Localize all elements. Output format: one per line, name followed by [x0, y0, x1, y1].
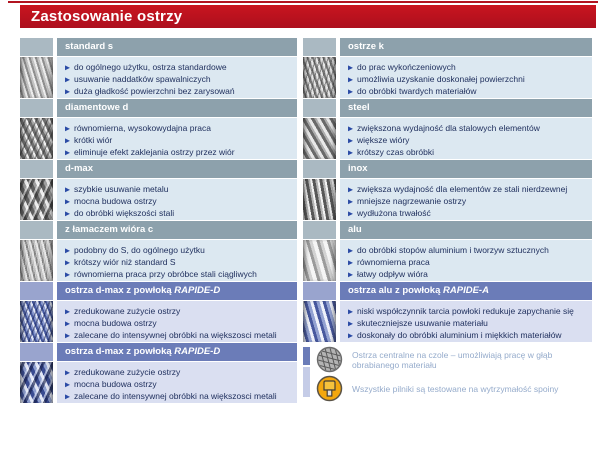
row-header-label: ostrze k: [348, 41, 384, 52]
bullet-text: eliminuje efekt zaklejania ostrzy przez wiór: [74, 147, 235, 158]
notes-accent-strip-dark: [303, 347, 310, 365]
bullet-text: zredukowane zużycie ostrzy: [74, 306, 181, 316]
bullet-item: [348, 207, 588, 219]
bullet-text: niski współczynnik tarcia powłoki redukuje zapychanie się: [357, 306, 574, 316]
header-stub-cell: [20, 160, 53, 178]
top-red-divider: [8, 1, 598, 3]
bullet-text: łatwy odpływ wióra: [357, 269, 428, 280]
note-text: Ostrza centralne na czole – umożliwiają pracę w głąb obrabianego materiału: [352, 349, 553, 370]
bullet-item: [348, 122, 588, 134]
bullet-text: zredukowane zużycie ostrzy: [74, 367, 181, 377]
bullet-text: równomierna praca przy obróbce stali ciągliwych: [74, 269, 257, 280]
bullet-item: [65, 183, 293, 195]
content-row: [303, 301, 592, 342]
row-header-label: diamentowe d: [65, 102, 129, 113]
burr-image-rapide-d-diamond: [20, 362, 53, 403]
bullet-arrow-icon: [65, 270, 70, 282]
bullet-arrow-icon: [65, 319, 70, 331]
burr-image-rapide-d: [20, 301, 53, 342]
bullet-item: [348, 183, 588, 195]
bullet-list: [57, 301, 297, 342]
bullet-item: [65, 317, 293, 329]
bullet-arrow-icon: [348, 307, 353, 319]
header-stub-cell: [303, 221, 336, 239]
bullet-list: [340, 240, 592, 281]
header-row: [303, 221, 592, 239]
bullet-text: do obróbki większości stali: [74, 208, 175, 219]
bullet-item: [348, 146, 588, 158]
bullet-arrow-icon: [65, 197, 70, 209]
bullet-text: większe wióry: [357, 135, 410, 146]
bullet-text: mocna budowa ostrzy: [74, 318, 157, 329]
bullet-text: szybkie usuwanie metalu: [74, 184, 169, 194]
burr-pattern: [20, 362, 53, 403]
header-row: [303, 38, 592, 56]
bullet-item: [65, 244, 293, 256]
row-group-alu-rapide-a: [303, 282, 592, 342]
bullet-item: [65, 73, 293, 85]
bullet-text: równomierna praca: [357, 257, 430, 268]
bullet-arrow-icon: [65, 258, 70, 270]
bullet-arrow-icon: [65, 185, 70, 197]
bullet-item: [65, 366, 293, 378]
row-group-diamentowe-d: [20, 99, 297, 159]
burr-pattern: [20, 57, 53, 98]
burr-image-steel: [303, 118, 336, 159]
burr-pattern: [20, 118, 53, 159]
bullet-item: [65, 195, 293, 207]
bullet-arrow-icon: [348, 258, 353, 270]
row-group-standard-s: [20, 38, 297, 98]
row-header-label: steel: [348, 102, 370, 113]
bullet-item: [65, 61, 293, 73]
header-stub-cell: [20, 343, 53, 361]
header-stub-cell: [303, 282, 336, 300]
header-row: [20, 38, 297, 56]
row-header-label: z łamaczem wióra c: [65, 224, 154, 235]
bullet-text: doskonały do obróbki aluminium i miękkich materiałów: [357, 330, 562, 341]
row-header-label: alu: [348, 224, 362, 235]
bullet-list: [57, 118, 297, 159]
row-header-label: ostrza alu z powłoką: [348, 285, 444, 296]
bullet-text: mniejsze nagrzewanie ostrzy: [357, 196, 467, 207]
bullet-item: [348, 317, 588, 329]
content-row: [20, 240, 297, 281]
header-row: [303, 160, 592, 178]
burr-pattern: [20, 240, 53, 281]
bullet-item: [65, 85, 293, 97]
note-text: Wszystkie pilniki są testowane na wytrzymałość spoiny: [352, 383, 559, 394]
bullet-arrow-icon: [65, 246, 70, 258]
content-row: [20, 118, 297, 159]
bullet-list: [57, 57, 297, 98]
header-stub-cell: [20, 38, 53, 56]
row-header-standard-s: [57, 38, 297, 56]
weld-strength-icon: [316, 375, 343, 402]
bullet-arrow-icon: [65, 331, 70, 343]
bullet-item: [65, 268, 293, 280]
bullet-arrow-icon: [65, 148, 70, 160]
bullet-text: skuteczniejsze usuwanie materiału: [357, 318, 488, 329]
content-row: [20, 57, 297, 98]
burr-end-face-icon: [316, 346, 343, 373]
burr-pattern: [303, 118, 336, 159]
bullet-item: [65, 390, 293, 402]
row-header-label-italic: RAPIDE-D: [174, 346, 221, 357]
notes-section: [303, 343, 592, 402]
row-header-label: ostrza d-max z powłoką: [65, 346, 175, 357]
note-centre-cutting: [316, 346, 592, 373]
header-row: [20, 160, 297, 178]
row-header-label-italic: RAPIDE-D: [174, 285, 221, 296]
bullet-text: duża gładkość powierzchni bez zarysowań: [74, 86, 235, 97]
burr-image-ostrze-k: [303, 57, 336, 98]
bullet-item: [65, 207, 293, 219]
burr-image-lamacz-wiora-c: [20, 240, 53, 281]
bullet-arrow-icon: [65, 87, 70, 99]
bullet-arrow-icon: [348, 319, 353, 331]
header-stub-cell: [20, 282, 53, 300]
bullet-item: [348, 256, 588, 268]
bullet-arrow-icon: [348, 136, 353, 148]
row-header-d-max-rapide-d-2: [57, 343, 297, 361]
bullet-text: krótszy czas obróbki: [357, 147, 434, 158]
bullet-arrow-icon: [65, 124, 70, 136]
notes-accent-strip-light: [303, 367, 310, 397]
row-header-diamentowe-d: [57, 99, 297, 117]
bullet-text: do obróbki twardych materiałów: [357, 86, 477, 97]
page-title-banner: [20, 5, 596, 28]
row-group-alu: [303, 221, 592, 281]
header-row: [20, 282, 297, 300]
bullet-arrow-icon: [348, 87, 353, 99]
content-row: [20, 362, 297, 403]
bullet-arrow-icon: [348, 270, 353, 282]
bullet-item: [348, 329, 588, 341]
bullet-text: mocna budowa ostrzy: [74, 379, 157, 390]
bullet-arrow-icon: [65, 75, 70, 87]
bullet-arrow-icon: [348, 75, 353, 87]
bullet-arrow-icon: [348, 148, 353, 160]
blade-table-right-column: [303, 38, 592, 343]
bullet-list: [57, 179, 297, 220]
bullet-arrow-icon: [65, 209, 70, 221]
row-group-z-lamaczem-wiora-c: [20, 221, 297, 281]
header-stub-cell: [303, 160, 336, 178]
bullet-arrow-icon: [348, 63, 353, 75]
bullet-item: [348, 85, 588, 97]
bullet-item: [65, 134, 293, 146]
burr-image-diamentowe-d: [20, 118, 53, 159]
row-header-ostrze-k: [340, 38, 592, 56]
row-header-z-lamaczem-wiora-c: [57, 221, 297, 239]
bullet-item: [65, 146, 293, 158]
bullet-text: zwiększa wydajność dla elementów ze stali nierdzewnej: [357, 184, 568, 194]
row-header-d-max-rapide-d-1: [57, 282, 297, 300]
burr-image-standard-s: [20, 57, 53, 98]
header-stub-cell: [20, 221, 53, 239]
bullet-list: [57, 362, 297, 403]
bullet-arrow-icon: [65, 136, 70, 148]
burr-pattern: [20, 301, 53, 342]
bullet-text: do prac wykończeniowych: [357, 62, 456, 72]
header-row: [303, 282, 592, 300]
burr-image-rapide-a: [303, 301, 336, 342]
bullet-arrow-icon: [65, 307, 70, 319]
burr-pattern: [303, 301, 336, 342]
bullet-arrow-icon: [65, 368, 70, 380]
bullet-text: mocna budowa ostrzy: [74, 196, 157, 207]
note-weld-tested: [316, 375, 592, 402]
burr-pattern: [20, 179, 53, 220]
bullet-text: zalecane do intensywnej obróbki na większosci metali: [74, 330, 277, 341]
content-row: [303, 179, 592, 220]
bullet-list: [340, 301, 592, 342]
row-header-steel: [340, 99, 592, 117]
bullet-arrow-icon: [65, 63, 70, 75]
row-group-ostrze-k: [303, 38, 592, 98]
row-group-steel: [303, 99, 592, 159]
bullet-item: [348, 61, 588, 73]
content-row: [303, 240, 592, 281]
bullet-arrow-icon: [348, 124, 353, 136]
burr-pattern: [303, 240, 336, 281]
bullet-arrow-icon: [348, 209, 353, 221]
header-stub-cell: [303, 99, 336, 117]
bullet-arrow-icon: [65, 380, 70, 392]
header-row: [20, 343, 297, 361]
bullet-list: [340, 118, 592, 159]
blade-table-left-column: [20, 38, 297, 404]
bullet-list: [340, 57, 592, 98]
bullet-item: [348, 134, 588, 146]
burr-image-alu: [303, 240, 336, 281]
bullet-arrow-icon: [348, 331, 353, 343]
row-header-label: inox: [348, 163, 368, 174]
bullet-item: [348, 244, 588, 256]
content-row: [303, 118, 592, 159]
burr-image-d-max: [20, 179, 53, 220]
page-title: Zastosowanie ostrzy: [31, 8, 183, 25]
bullet-text: usuwanie naddatków spawalniczych: [74, 74, 211, 85]
burr-pattern: [303, 179, 336, 220]
bullet-text: krótki wiór: [74, 135, 113, 146]
row-group-d-max-rapide-d-1: [20, 282, 297, 342]
content-row: [20, 179, 297, 220]
bullet-text: wydłużona trwałość: [357, 208, 431, 219]
row-header-label: d-max: [65, 163, 93, 174]
bullet-text: do ogólnego użytku, ostrza standardowe: [74, 62, 227, 72]
bullet-text: zwiększona wydajność dla stalowych elementów: [357, 123, 540, 133]
bullet-text: równomierna, wysokowydajna praca: [74, 123, 212, 133]
bullet-item: [348, 305, 588, 317]
bullet-arrow-icon: [65, 392, 70, 404]
row-group-d-max-rapide-d-2: [20, 343, 297, 403]
header-stub-cell: [303, 38, 336, 56]
bullet-item: [65, 122, 293, 134]
bullet-item: [65, 329, 293, 341]
bullet-text: do obróbki stopów aluminium i tworzyw sztucznych: [357, 245, 549, 255]
row-header-alu: [340, 221, 592, 239]
row-header-label-italic: RAPIDE-A: [443, 285, 489, 296]
bullet-item: [65, 305, 293, 317]
bullet-item: [65, 378, 293, 390]
row-header-d-max: [57, 160, 297, 178]
row-group-d-max: [20, 160, 297, 220]
bullet-arrow-icon: [348, 197, 353, 209]
content-row: [303, 57, 592, 98]
header-row: [20, 221, 297, 239]
header-stub-cell: [20, 99, 53, 117]
header-row: [20, 99, 297, 117]
row-group-inox: [303, 160, 592, 220]
bullet-arrow-icon: [348, 185, 353, 197]
bullet-text: podobny do S, do ogólnego użytku: [74, 245, 205, 255]
bullet-item: [348, 195, 588, 207]
bullet-item: [348, 268, 588, 280]
bullet-item: [348, 73, 588, 85]
row-header-label: ostrza d-max z powłoką: [65, 285, 175, 296]
row-header-inox: [340, 160, 592, 178]
row-header-label: standard s: [65, 41, 114, 52]
burr-pattern: [303, 57, 336, 98]
burr-image-inox: [303, 179, 336, 220]
bullet-list: [57, 240, 297, 281]
bullet-text: umożliwia uzyskanie doskonałej powierzchni: [357, 74, 525, 85]
content-row: [20, 301, 297, 342]
row-header-alu-rapide-a: [340, 282, 592, 300]
bullet-text: krótszy wiór niż standard S: [74, 257, 176, 268]
bullet-text: zalecane do intensywnej obróbki na większosci metali: [74, 391, 277, 402]
bullet-item: [65, 256, 293, 268]
header-row: [303, 99, 592, 117]
bullet-list: [340, 179, 592, 220]
bullet-arrow-icon: [348, 246, 353, 258]
